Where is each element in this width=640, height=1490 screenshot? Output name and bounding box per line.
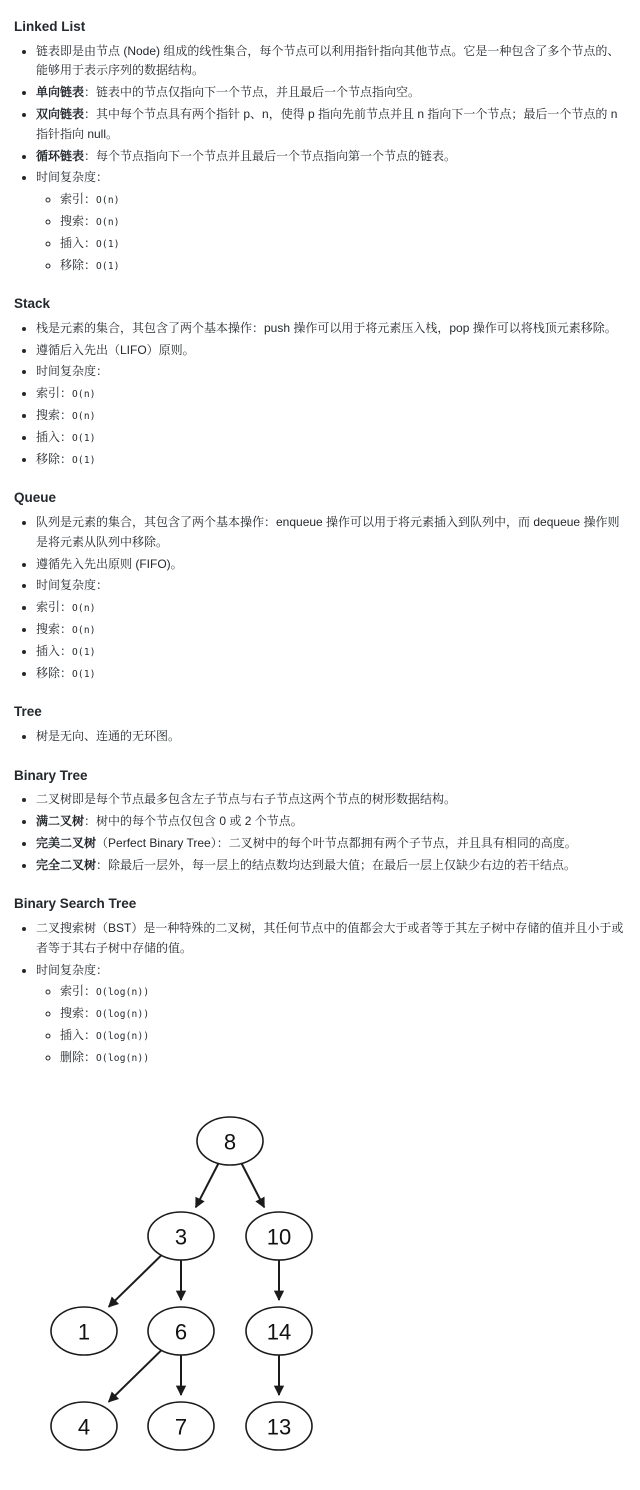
complexity-label: 索引： — [36, 600, 73, 615]
complexity-label: 搜索： — [60, 213, 97, 228]
complexity-value: O(1) — [72, 668, 96, 680]
list-item-text: 链表即是由节点 (Node) 组成的线性集合，每个节点可以利用指针指向其他节点。它是一种包含了多个节点的、能够用于表示序列的数据结构。 — [36, 43, 620, 78]
bullet-list — [14, 319, 626, 470]
complexity-label: 搜索： — [36, 408, 73, 423]
list-item — [60, 190, 626, 210]
complexity-label: 移除： — [60, 257, 97, 272]
list-item — [60, 982, 626, 1002]
tree-edge — [242, 1163, 265, 1207]
list-item-text: 时间复杂度： — [36, 962, 109, 977]
list-item — [60, 256, 626, 276]
tree-node — [51, 1307, 117, 1355]
tree-node — [148, 1402, 214, 1450]
list-item — [36, 790, 626, 810]
section-title: Binary Tree — [14, 767, 88, 783]
tree-node — [246, 1212, 312, 1260]
tree-node-label: 14 — [266, 1319, 292, 1345]
tree-node — [246, 1307, 312, 1355]
complexity-label: 索引： — [36, 386, 73, 401]
section-title: Linked List — [14, 19, 86, 34]
tree-node-label: 6 — [174, 1319, 188, 1345]
complexity-label: 索引： — [60, 192, 97, 207]
complexity-value: O(n) — [72, 603, 96, 615]
list-item — [36, 961, 626, 1068]
bullet-list — [14, 790, 626, 875]
list-item — [36, 513, 626, 553]
complexity-value: O(n) — [96, 195, 120, 207]
list-item — [36, 919, 626, 959]
list-item — [36, 620, 626, 640]
complexity-value: O(n) — [72, 411, 96, 423]
list-item — [36, 341, 626, 361]
tree-node — [148, 1212, 214, 1260]
list-item-term: 双向链表 — [36, 106, 85, 121]
list-item — [60, 1026, 626, 1046]
bullet-list — [14, 513, 626, 683]
list-item-text: ：每个节点指向下一个节点并且最后一个节点指向第一个节点的链表。 — [84, 148, 457, 163]
list-item — [60, 1004, 626, 1024]
section-title: Binary Search Tree — [14, 896, 137, 912]
complexity-value: O(n) — [72, 389, 96, 401]
bst-diagram — [14, 1094, 640, 1484]
list-item — [36, 812, 626, 832]
complexity-value: O(log(n)) — [96, 1009, 150, 1021]
complexity-value: O(n) — [96, 216, 120, 228]
complexity-list — [36, 190, 626, 275]
tree-node-label: 10 — [266, 1224, 292, 1250]
list-item — [36, 319, 626, 339]
section-binary-tree — [14, 767, 626, 876]
list-item-text: ：链表中的节点仅指向下一个节点，并且最后一个节点指向空。 — [84, 85, 421, 100]
bullet-list — [14, 727, 626, 747]
list-item — [36, 576, 626, 596]
list-item-term: 单向链表 — [36, 85, 85, 100]
list-item — [36, 105, 626, 145]
complexity-value: O(1) — [72, 646, 96, 658]
list-item — [36, 598, 626, 618]
list-item — [36, 362, 626, 382]
list-item-term: 完美二叉树 — [36, 835, 97, 850]
complexity-list — [36, 982, 626, 1067]
tree-node — [246, 1402, 312, 1450]
list-item — [36, 856, 626, 876]
list-item — [36, 450, 626, 470]
tree-edge — [196, 1163, 219, 1207]
section-title: Tree — [14, 704, 42, 720]
complexity-value: O(1) — [72, 432, 96, 444]
list-item — [60, 212, 626, 232]
list-item-text: 时间复杂度： — [36, 364, 109, 379]
complexity-label: 搜索： — [60, 1006, 97, 1021]
list-item-text: 遵循后入先出（LIFO）原则。 — [36, 342, 195, 357]
list-item — [36, 642, 626, 662]
section-stack — [14, 295, 626, 469]
section-linked-list — [14, 18, 626, 275]
list-item-text: ：其中每个节点具有两个指针 p、n，使得 p 指向先前节点并且 n 指向下一个节点；最后一个节点的 n 指针指向 null。 — [36, 106, 618, 141]
tree-edge — [109, 1350, 162, 1402]
list-item-text: 队列是元素的集合，其包含了两个基本操作：enqueue 操作可以用于将元素插入到队列中，而 dequeue 操作则是将元素从队列中移除。 — [36, 514, 620, 549]
section-title: Stack — [14, 296, 51, 312]
section-title: Queue — [14, 490, 57, 506]
list-item — [36, 727, 626, 747]
bullet-list — [14, 919, 626, 1068]
tree-node-label: 13 — [266, 1414, 292, 1440]
tree-node-label: 4 — [77, 1414, 91, 1440]
bullet-list — [14, 42, 626, 276]
list-item — [36, 168, 626, 275]
list-item-text: 树是无向、连通的无环图。 — [36, 728, 181, 743]
section-tree — [14, 703, 626, 746]
complexity-value: O(log(n)) — [96, 1030, 150, 1042]
list-item-text: 遵循先入先出原则 (FIFO)。 — [36, 556, 183, 571]
list-item-term: 满二叉树 — [36, 814, 85, 829]
tree-node — [148, 1307, 214, 1355]
complexity-label: 插入： — [36, 429, 73, 444]
tree-node-label: 1 — [77, 1319, 91, 1345]
complexity-label: 删除： — [60, 1049, 97, 1064]
complexity-value: O(n) — [72, 624, 96, 636]
list-item — [36, 555, 626, 575]
list-item — [36, 147, 626, 167]
complexity-label: 移除： — [36, 665, 73, 680]
complexity-value: O(1) — [96, 260, 120, 272]
tree-node-label: 3 — [174, 1224, 188, 1250]
complexity-label: 搜索： — [36, 621, 73, 636]
edge-layer — [109, 1163, 279, 1401]
tree-node — [51, 1402, 117, 1450]
complexity-label: 插入： — [60, 1027, 97, 1042]
list-item-term: 完全二叉树 — [36, 857, 97, 872]
list-item-text: 栈是元素的集合，其包含了两个基本操作：push 操作可以用于将元素压入栈，pop 操作可以将栈顶元素移除。 — [36, 320, 617, 335]
list-item — [36, 664, 626, 684]
list-item-text: 时间复杂度： — [36, 170, 109, 185]
list-item-text: 二叉搜索树（BST）是一种特殊的二叉树，其任何节点中的值都会大于或者等于其左子树中存储的值并且小于或者等于其右子树中存储的值。 — [36, 920, 624, 955]
list-item-text: ：树中的每个节点仅包含 0 或 2 个节点。 — [84, 814, 303, 829]
list-item — [36, 428, 626, 448]
section-queue — [14, 489, 626, 683]
list-item — [36, 406, 626, 426]
bst-diagram-svg — [14, 1094, 640, 1484]
complexity-value: O(log(n)) — [96, 1052, 150, 1064]
complexity-label: 插入： — [36, 643, 73, 658]
list-item — [36, 83, 626, 103]
tree-node-label: 8 — [223, 1129, 237, 1155]
tree-node-label: 7 — [174, 1414, 188, 1440]
complexity-label: 插入： — [60, 235, 97, 250]
list-item — [36, 42, 626, 82]
section-binary-search-tree — [14, 895, 626, 1067]
tree-node — [197, 1117, 263, 1165]
complexity-label: 移除： — [36, 451, 73, 466]
tree-edge — [109, 1255, 162, 1307]
list-item — [60, 1048, 626, 1068]
list-item-text: 时间复杂度： — [36, 578, 109, 593]
list-item-text: 二叉树即是每个节点最多包含左子节点与右子节点这两个节点的树形数据结构。 — [36, 792, 457, 807]
list-item — [36, 384, 626, 404]
list-item — [60, 234, 626, 254]
list-item-term: 循环链表 — [36, 148, 85, 163]
list-item-text: ：除最后一层外，每一层上的结点数均达到最大值；在最后一层上仅缺少右边的若干结点。 — [96, 857, 577, 872]
list-item — [36, 834, 626, 854]
complexity-label: 索引： — [60, 984, 97, 999]
complexity-value: O(1) — [72, 454, 96, 466]
list-item-text: （Perfect Binary Tree）：二叉树中的每个叶节点都拥有两个子节点，并且具有相同的高度。 — [96, 835, 577, 850]
complexity-value: O(log(n)) — [96, 987, 150, 999]
complexity-value: O(1) — [96, 238, 120, 250]
